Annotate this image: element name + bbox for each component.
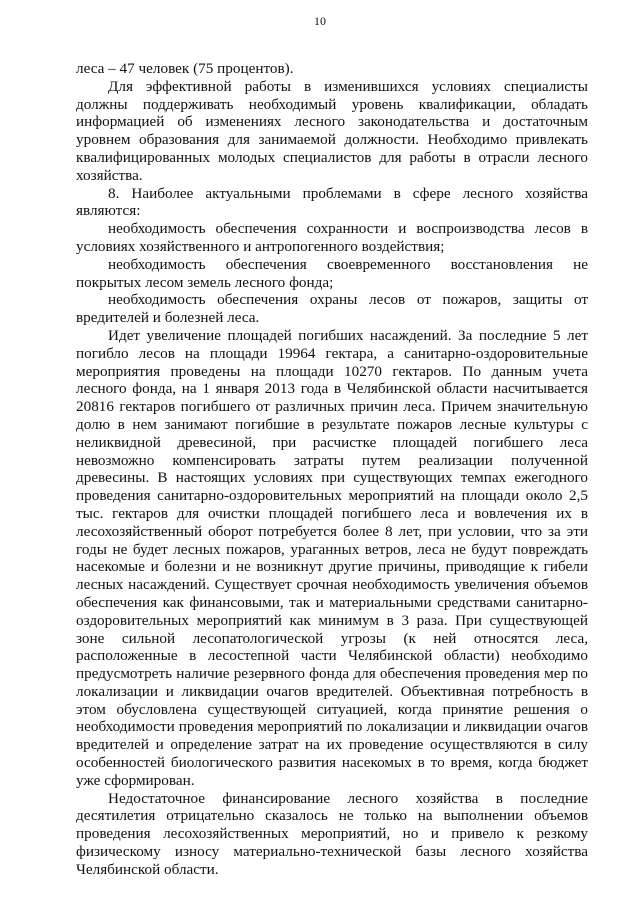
list-item-preservation: необходимость обеспечения сохранности и воспроизводства лесов в условиях хозяйственного и антропогенного воздействия; xyxy=(76,220,588,255)
document-body xyxy=(76,60,588,879)
paragraph-financing: Недостаточное финансирование лесного хозяйства в последние десятилетия отрицательно сказалось не только на выполнении объемов проведения лесохозяйственных мероприятий, но и привело к резкому физическому износу материально-технической базы лесного хозяйства Челябинской области. xyxy=(76,789,588,878)
list-item-restoration: необходимость обеспечения своевременного восстановления не покрытых лесом земель лесного фонда; xyxy=(76,255,588,291)
list-item-protection: необходимость обеспечения охраны лесов от пожаров, защиты от вредителей и болезней леса. xyxy=(76,291,588,327)
paragraph-problems-intro: 8. Наиболее актуальными проблемами в сфере лесного хозяйства являются: xyxy=(76,184,588,220)
paragraph-specialists: Для эффективной работы в изменившихся условиях специалисты должны поддерживать необходимый уровень квалификации, обладать информацией об изменениях лесного законодательства и достаточным уровнем образования для занимаемой должности. Необходимо привлекать квалифицированных молодых специалистов для работы в отрасли лесного хозяйства. xyxy=(76,77,588,184)
paragraph-continuation: леса – 47 человек (75 процентов). xyxy=(76,60,294,77)
page-number: 10 xyxy=(314,14,326,28)
paragraph-dead-forests: Идет увеличение площадей погибших насаждений. За последние 5 лет погибло лесов на площади 19964 гектара, а санитарно-оздоровительные мероприятия проведены на площади 10270 гектаров. По данным учета лесного фонда, на 1 января 2013 года в Челябинской области насчитывается 20816 гектаров погибшего от различных причин леса. Причем значительную долю в нем занимают погибшие в результате пожаров лесные культуры с неликвидной древесиной, при расчистке площадей погибшего леса невозможно компенсировать затраты путем реализации полученной древесины. В настоящих условиях при существующих темпах ежегодного проведения санитарно-оздоровительных мероприятий на площади около 2,5 тыс. гектаров для очистки площадей погибшего леса и вовлечения их в лесохозяйственный оборот потребуется более 8 лет, при условии, что за эти годы не будет лесных пожаров, ураганных ветров, леса не будут повреждать насекомые и болезни и не возникнут другие причины, приводящие к гибели лесных насаждений. Существует срочная необходимость увеличения объемов обеспечения как финансовыми, так и материальными средствами санитарно-оздоровительных мероприятий как минимум в 3 раза. При существующей зоне сильной лесопатологической угрозы (к ней относятся леса, расположенные в лесостепной части Челябинской области) необходимо предусмотреть наличие резервного фонда для обеспечения проведения мер по локализации и ликвидации очагов вредителей. Объективная потребность в этом обусловлена существующей ситуацией, когда принятие решения о необходимости проведения мероприятий по локализации и ликвидации очагов вредителей и определение затрат на их проведение осуществляются в силу особенностей биологического развития насекомых в то время, когда бюджет уже сформирован. xyxy=(76,326,588,789)
